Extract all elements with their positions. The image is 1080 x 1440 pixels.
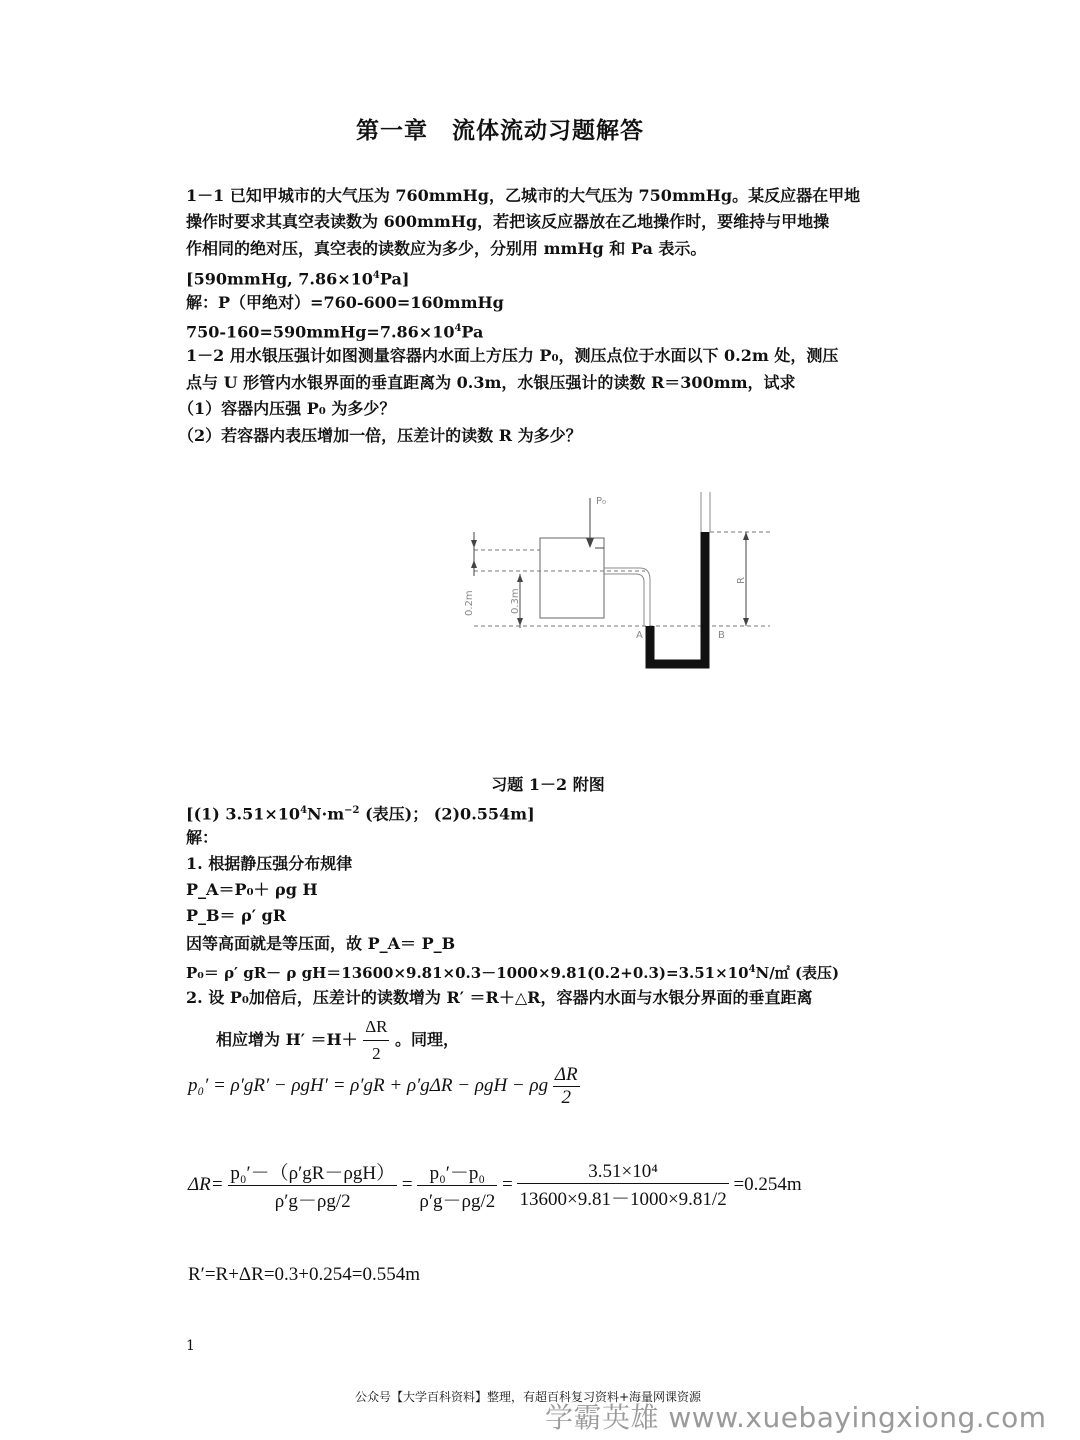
footer-note: 公众号【大学百科资料】整理，有超百科复习资料+海量网课资源 (355, 1390, 702, 1404)
equation-p0-prime: p₀′ = ρ′gR′ − ρgH′ = ρ′gR + ρ′gΔR − ρgH − ρg $\frac{\Delta R}{2}$ (188, 1064, 578, 1108)
page-number: 1 (186, 1338, 195, 1354)
problem-1-2-answer: [(1) $3.51\times 10^4N\cdot m^{-2}$ (表压)； (2)0.554m] (186, 804, 535, 824)
equation-pb: P_B＝ ρ′ gR (186, 906, 287, 925)
problem-1-1-line2: 操作时要求其真空表读数为 600mmHg，若把该反应器放在乙地操作时，要维持与甲地操 (186, 212, 830, 231)
equation-pa: P_A＝P₀＋ ρg H (186, 880, 318, 899)
equation-delta-r: ΔR= $\frac{\text{p₀′－（ρ′gR－ρgH）}}{\rho'g-\rho g/2}$ = $\frac{\text{p₀′－p₀}}{\rho'g-\rho g/2}$ = $\frac{\text{3.51×10⁴}}{13600\times 9.81-1000\times 9.81/2}$ =0.254m (188, 1158, 802, 1213)
mercury-u-tube (650, 532, 705, 664)
step-2: 2. 设 P₀加倍后，压差计的读数增为 R′ ＝R＋△R，容器内水面与水银分界面的垂直距离 (186, 988, 813, 1007)
label-0-3m: 0.3m (510, 588, 521, 614)
problem-1-1-line3: 作相同的绝对压，真空表的读数应为多少，分别用 mmHg 和 Pa 表示。 (186, 239, 707, 258)
footer-watermark: 学霸英雄 www.xuebayingxiong.com (545, 1401, 1047, 1434)
label-B: B (718, 630, 725, 641)
problem-1-1-answer: [590mmHg, $7.86\times 10^4Pa$] (186, 269, 410, 289)
label-A: A (636, 630, 643, 641)
solution-label: 解： (186, 828, 219, 847)
problem-1-1-line1: 1－1 已知甲城市的大气压为 760mmHg，乙城市的大气压为 750mmHg。某反应器在甲地 (186, 186, 861, 205)
problem-1-2-line2: 点与 U 形管内水银界面的垂直距离为 0.3m，水银压强计的读数 R＝300mm，试求 (186, 373, 796, 392)
problem-1-1-solution-2: $750-160=590mmHg=7.86\times 10^4Pa$ (186, 322, 484, 342)
problem-1-2-question-2: （2）若容器内表压增加一倍，压差计的读数 R 为多少？ (178, 426, 582, 445)
page-title: 第一章 流体流动习题解答 (356, 117, 644, 144)
equation-final: R′=R+ΔR=0.3+0.254=0.554m (188, 1264, 420, 1285)
problem-1-1-solution-1: 解：P（甲绝对）=760-600=160mmHg (186, 293, 504, 312)
figure-caption: 习题 1－2 附图 (491, 775, 605, 794)
problem-1-2-question-1: （1）容器内压强 P₀ 为多少？ (178, 399, 396, 418)
equation-p0: P₀＝ ρ′ gR－ ρ $gH=13600\times 9.81\times 0.3-1000\times 9.81(0.2+0.3)=3.51\times 10^4N/㎡$ (表压) (186, 964, 840, 982)
label-0-2m: 0.2m (464, 590, 475, 616)
label-p0: P₀ (596, 496, 607, 507)
label-R: R (736, 577, 747, 584)
step-2-continued: 相应增为 H′ ＝H＋ $\frac{\Delta R}{2}$ 。同理， (216, 1014, 459, 1067)
problem-1-2-line1: 1－2 用水银压强计如图测量容器内水面上方压力 P₀，测压点位于水面以下 0.2m 处，测压 (186, 346, 839, 365)
equation-equal: 因等高面就是等压面，故 P_A＝ P_B (186, 934, 456, 953)
step-1: 1. 根据静压强分布规律 (186, 854, 353, 873)
manometer-figure (460, 488, 780, 678)
